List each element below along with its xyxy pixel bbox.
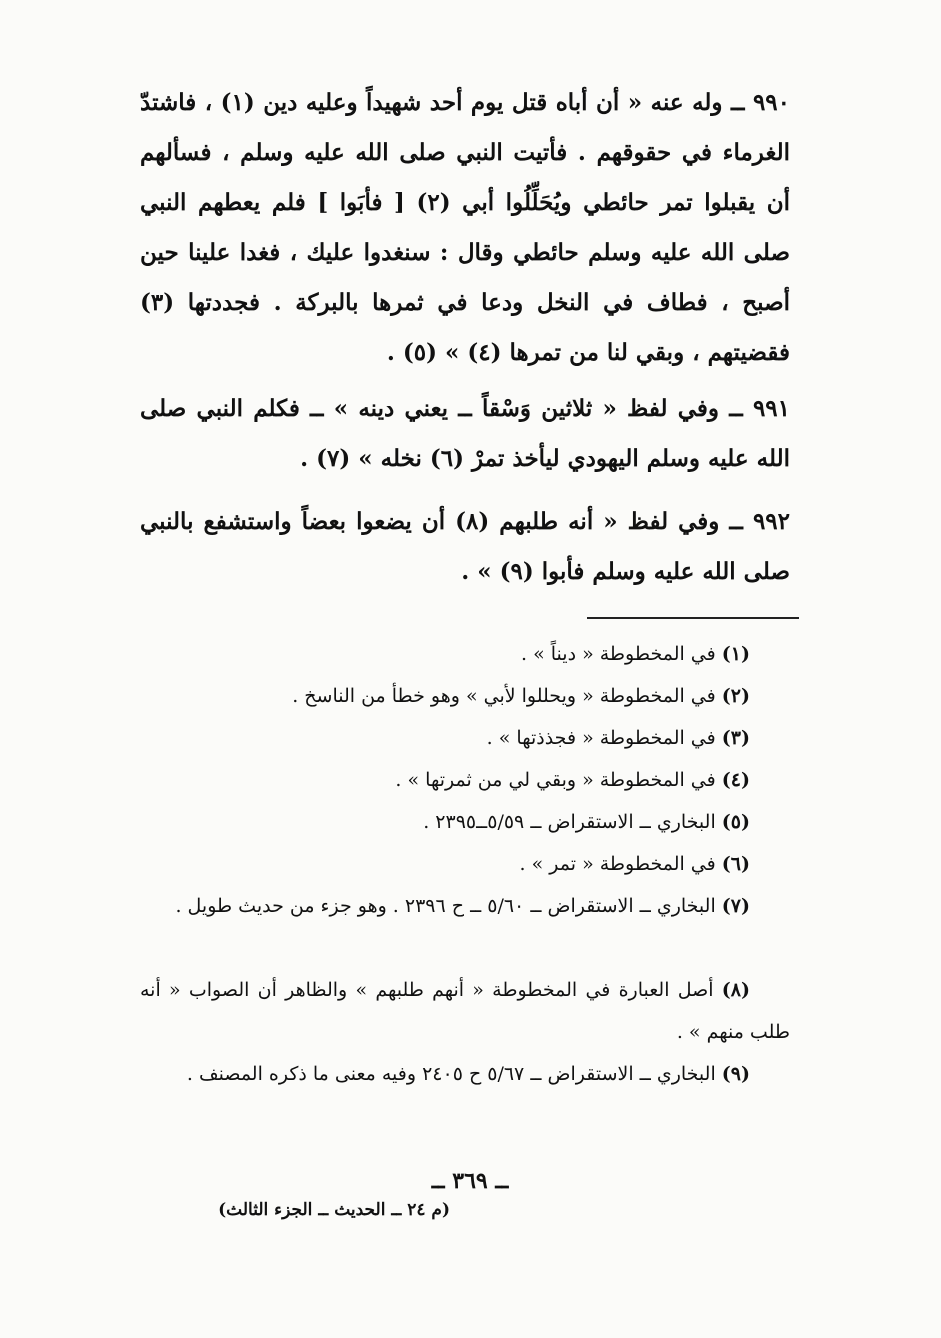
footnote-number: (١)	[721, 643, 750, 665]
footnote-9	[140, 1053, 790, 1095]
footnote-text: البخاري ــ الاستقراض ــ ٥/٥٩ــ٢٣٩٥ .	[423, 811, 716, 833]
footnote-text: في المخطوطة « وبقي لي من ثمرتها » .	[395, 769, 716, 791]
footnote-text: البخاري ــ الاستقراض ــ ٥/٦٠ ــ ح ٢٣٩٦ . وهو جزء من حديث طويل .	[175, 895, 716, 917]
footnote-3	[140, 717, 790, 759]
footnote-number: (٦)	[721, 853, 750, 875]
page-number: ــ ٣٦٩ ــ	[431, 1168, 509, 1194]
footnote-separator	[587, 617, 799, 619]
footnote-number: (٣)	[721, 727, 750, 749]
footnote-2	[140, 675, 790, 717]
paragraph-text: ٩٩١ ــ وفي لفظ « ثلاثين وَسْقاً ــ يعني دينه » ــ فكلم النبي صلى الله عليه وسلم اليهودي ليأخذ تمرْ (٦) نخله » (٧) .	[140, 395, 790, 472]
footnote-text: في المخطوطة « فجذذتها » .	[486, 727, 716, 749]
footnote-6	[140, 843, 790, 885]
footnote-text: أصل العبارة في المخطوطة « أنهم طلبهم » والظاهر أن الصواب « أنه طلب منهم » .	[140, 979, 790, 1043]
footnote-number: (٧)	[721, 895, 750, 917]
footnote-4	[140, 759, 790, 801]
footnote-number: (٤)	[721, 769, 750, 791]
footnote-number: (٩)	[721, 1063, 750, 1085]
footnote-text: البخاري ــ الاستقراض ــ ٥/٦٧ ح ٢٤٠٥ وفيه معنى ما ذكره المصنف .	[186, 1063, 716, 1085]
footnote-1	[140, 633, 790, 675]
footnote-number: (٥)	[721, 811, 750, 833]
paragraph-text: ٩٩٢ ــ وفي لفظ « أنه طلبهم (٨) أن يضعوا بعضاً واستشفع بالنبي صلى الله عليه وسلم فأبوا (٩) » .	[140, 508, 790, 585]
footnote-text: في المخطوطة « تمر » .	[519, 853, 716, 875]
footnote-text: في المخطوطة « ديناً » .	[521, 643, 716, 665]
footnote-5	[140, 801, 790, 843]
footnote-8	[140, 969, 790, 1053]
hadith-991-paragraph	[140, 384, 790, 484]
footnote-7	[140, 885, 790, 927]
signature-mark: (م ٢٤ ــ الحديث ــ الجزء الثالث)	[218, 1200, 450, 1220]
footnote-number: (٢)	[721, 685, 750, 707]
hadith-990-paragraph	[140, 78, 790, 378]
footnote-text: في المخطوطة « ويحللوا لأبي » وهو خطأ من الناسخ .	[292, 685, 716, 707]
footnote-number: (٨)	[721, 979, 750, 1001]
hadith-992-paragraph	[140, 497, 790, 597]
paragraph-text: ٩٩٠ ــ وله عنه « أن أباه قتل يوم أحد شهيداً وعليه دين (١) ، فاشتدّ الغرماء في حقوقهم . فأتيت النبي صلى الله عليه وسلم ، فسألهم أن يقبلوا تمر حائطي ويُحَلِّلُوا أبي (٢) [ فأبَوا ] فلم يعطهم النبي صلى الله عليه وسلم حائطي وقال : سنغدوا عليك ، فغدا علينا حين أصبح ، فطاف في النخل ودعا في ثمرها بالبركة . فجددتها (٣) فقضيتهم ، وبقي لنا من تمرها (٤) » (٥) .	[140, 89, 791, 366]
